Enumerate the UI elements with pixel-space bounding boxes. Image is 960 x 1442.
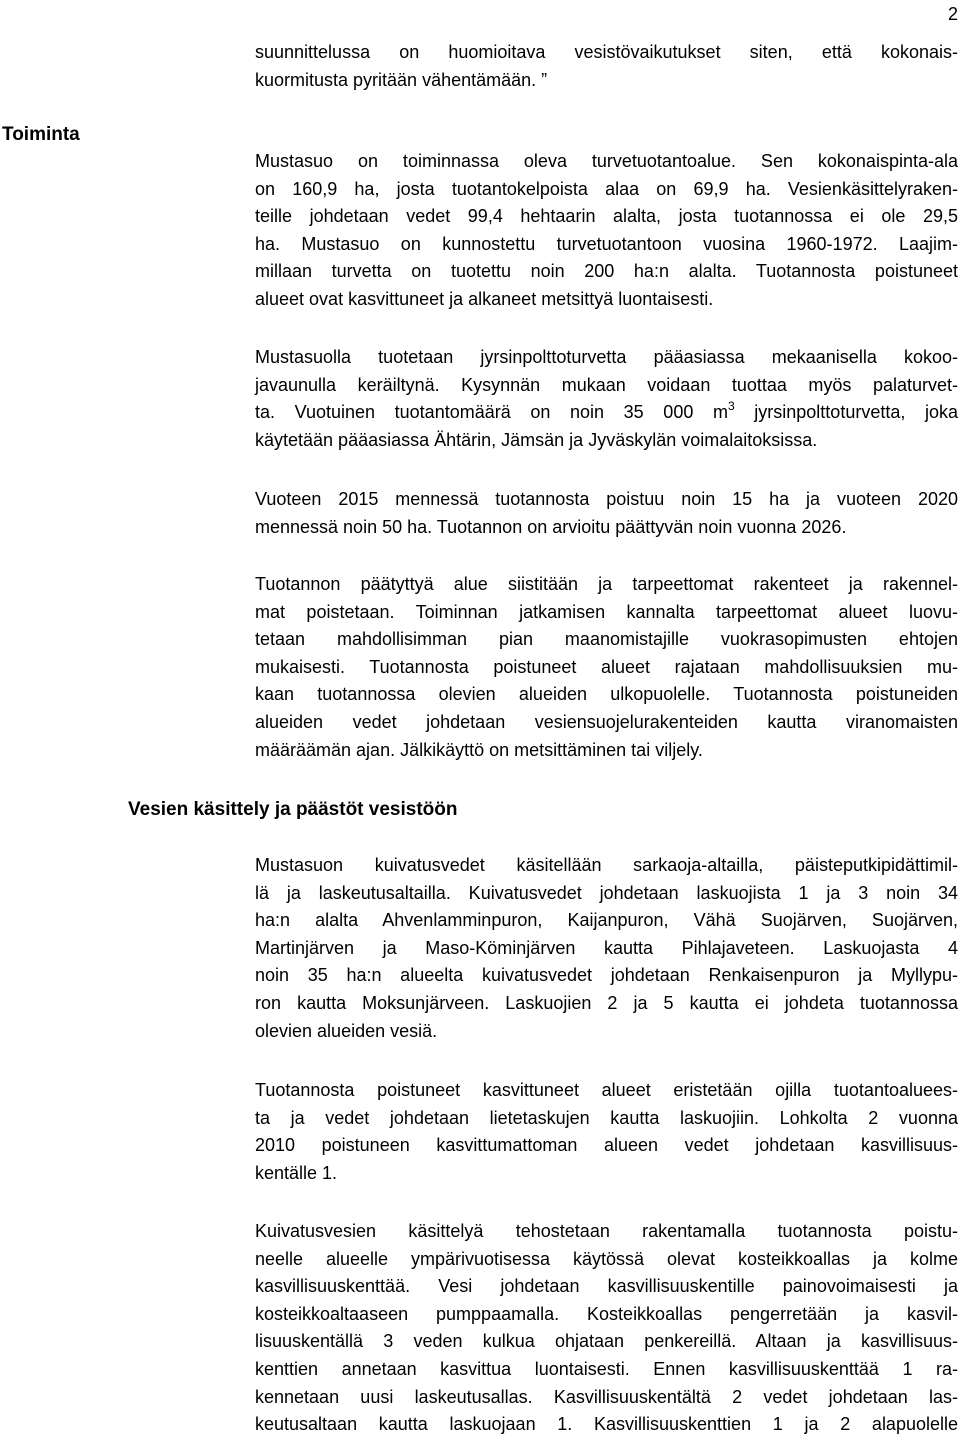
heading-vesien-kasittely: Vesien käsittely ja päästöt vesistöön [128, 799, 458, 820]
text-line: kenttien annetaan kasvittua luontaisesti. Ennen kasvillisuuskenttää 1 ra- [255, 1358, 958, 1379]
paragraph-toiminta-2 [255, 344, 958, 454]
page-number: 2 [947, 4, 958, 24]
text-line: neelle alueelle ympärivuotisessa käytössä olevat kosteikkoallas ja kolme [255, 1248, 958, 1269]
text-line: keutusaltaan kautta laskuojaan 1. Kasvillisuuskenttien 1 ja 2 alapuolelle [255, 1414, 958, 1435]
text-line [255, 399, 958, 427]
paragraph-vesien-3 [255, 1218, 958, 1439]
text-line: Martinjärven ja Maso-Köminjärven kautta Pihlajaveteen. Laskuojasta 4 [255, 937, 958, 958]
paragraph-vesien-1 [255, 852, 958, 1045]
paragraph-toiminta-3 [255, 486, 958, 541]
paragraph-toiminta-4 [255, 571, 958, 764]
text-line: ta ja vedet johdetaan lietetaskujen kautta laskuojiin. Lohkolta 2 vuonna [255, 1107, 958, 1128]
text-line: millaan turvetta on tuotettu noin 200 ha:n alalta. Tuotannosta poistuneet [255, 261, 958, 282]
text-line: Mustasuo on toiminnassa oleva turvetuotantoalue. Sen kokonaispinta-ala [255, 151, 958, 171]
paragraph-intro [255, 39, 958, 94]
text-line: Tuotannosta poistuneet kasvittuneet alueet eristetään ojilla tuotantoaluees- [255, 1080, 958, 1100]
text-segment: ta. Vuotuinen tuotantomäärä on noin 35 000 m [255, 402, 728, 423]
text-line: kosteikkoaltaaseen pumppaamalla. Kosteikkoallas pengerretään ja kasvil- [255, 1303, 958, 1324]
text-line: ron kautta Moksunjärveen. Laskuojien 2 ja 5 kautta ei johdeta tuotannossa [255, 992, 958, 1013]
superscript: 3 [727, 399, 735, 414]
text-line: on 160,9 ha, josta tuotantokelpoista alaa on 69,9 ha. Vesienkäsittelyraken- [255, 178, 958, 199]
paragraph-toiminta-1 [255, 148, 958, 314]
text-line: alueiden vedet johdetaan vesiensuojelurakenteiden kautta viranomaisten [255, 711, 958, 732]
text-line: noin 35 ha:n alueelta kuivatusvedet johdetaan Renkaisenpuron ja Myllypu- [255, 965, 958, 986]
text-line: Vuoteen 2015 mennessä tuotannosta poistuu noin 15 ha ja vuoteen 2020 [255, 489, 958, 509]
text-line: kennetaan uusi laskeutusallas. Kasvillisuuskentältä 2 vedet johdetaan las- [255, 1386, 958, 1407]
text-line: kuormitusta pyritään vähentämään. ” [255, 69, 548, 90]
text-line: kasvillisuuskenttää. Vesi johdetaan kasvillisuuskentille painovoimaisesti ja [255, 1276, 958, 1297]
text-line: määräämän ajan. Jälkikäyttö on metsittäminen tai viljely. [255, 739, 703, 760]
heading-toiminta: Toiminta [2, 124, 80, 145]
text-line: ha:n alalta Ahvenlamminpuron, Kaijanpuron, Vähä Suojärven, Suojärven, [255, 910, 958, 931]
text-line: lisuuskentällä 3 veden kulkua ohjataan penkereillä. Altaan ja kasvillisuus- [255, 1331, 958, 1352]
text-line: kaan tuotannossa olevien alueiden ulkopuolelle. Tuotannosta poistuneiden [255, 684, 958, 705]
text-line: mennessä noin 50 ha. Tuotannon on arvioitu päättyvän noin vuonna 2026. [255, 516, 847, 537]
text-line: Tuotannon päätyttyä alue siistitään ja tarpeettomat rakenteet ja rakennel- [255, 574, 958, 594]
text-line: lä ja laskeutusaltailla. Kuivatusvedet johdetaan laskuojista 1 ja 3 noin 34 [255, 882, 958, 903]
text-line: käytetään pääasiassa Ähtärin, Jämsän ja Jyväskylän voimalaitoksissa. [255, 429, 818, 450]
text-line: suunnittelussa on huomioitava vesistövaikutukset siten, että kokonais- [255, 42, 958, 62]
paragraph-vesien-2 [255, 1077, 958, 1187]
text-line: tetaan mahdollisimman pian maanomistajille vuokrasopimusten ehtojen [255, 629, 958, 650]
text-line: kentälle 1. [255, 1162, 338, 1183]
text-line: mukaisesti. Tuotannosta poistuneet alueet rajataan mahdollisuuksien mu- [255, 656, 958, 677]
text-line: ha. Mustasuo on kunnostettu turvetuotantoon vuosina 1960-1972. Laajim- [255, 233, 958, 254]
text-line: teille johdetaan vedet 99,4 hehtaarin alalta, josta tuotannossa ei ole 29,5 [255, 206, 958, 227]
text-line: alueet ovat kasvittuneet ja alkaneet metsittyä luontaisesti. [255, 288, 714, 309]
text-segment: jyrsinpolttoturvetta, joka [734, 402, 958, 423]
text-line: javaunulla keräiltynä. Kysynnän mukaan voidaan tuottaa myös palaturvet- [255, 374, 958, 395]
text-line: olevien alueiden vesiä. [255, 1020, 438, 1041]
text-line: mat poistetaan. Toiminnan jatkamisen kannalta tarpeettomat alueet luovu- [255, 601, 958, 622]
text-line: Mustasuon kuivatusvedet käsitellään sarkaoja-altailla, päisteputkipidättimil- [255, 855, 958, 875]
text-line: Mustasuolla tuotetaan jyrsinpolttoturvetta pääasiassa mekaanisella kokoo- [255, 347, 958, 367]
text-line: Kuivatusvesien käsittelyä tehostetaan rakentamalla tuotannosta poistu- [255, 1221, 958, 1241]
text-line: 2010 poistuneen kasvittumattoman alueen vedet johdetaan kasvillisuus- [255, 1135, 958, 1156]
